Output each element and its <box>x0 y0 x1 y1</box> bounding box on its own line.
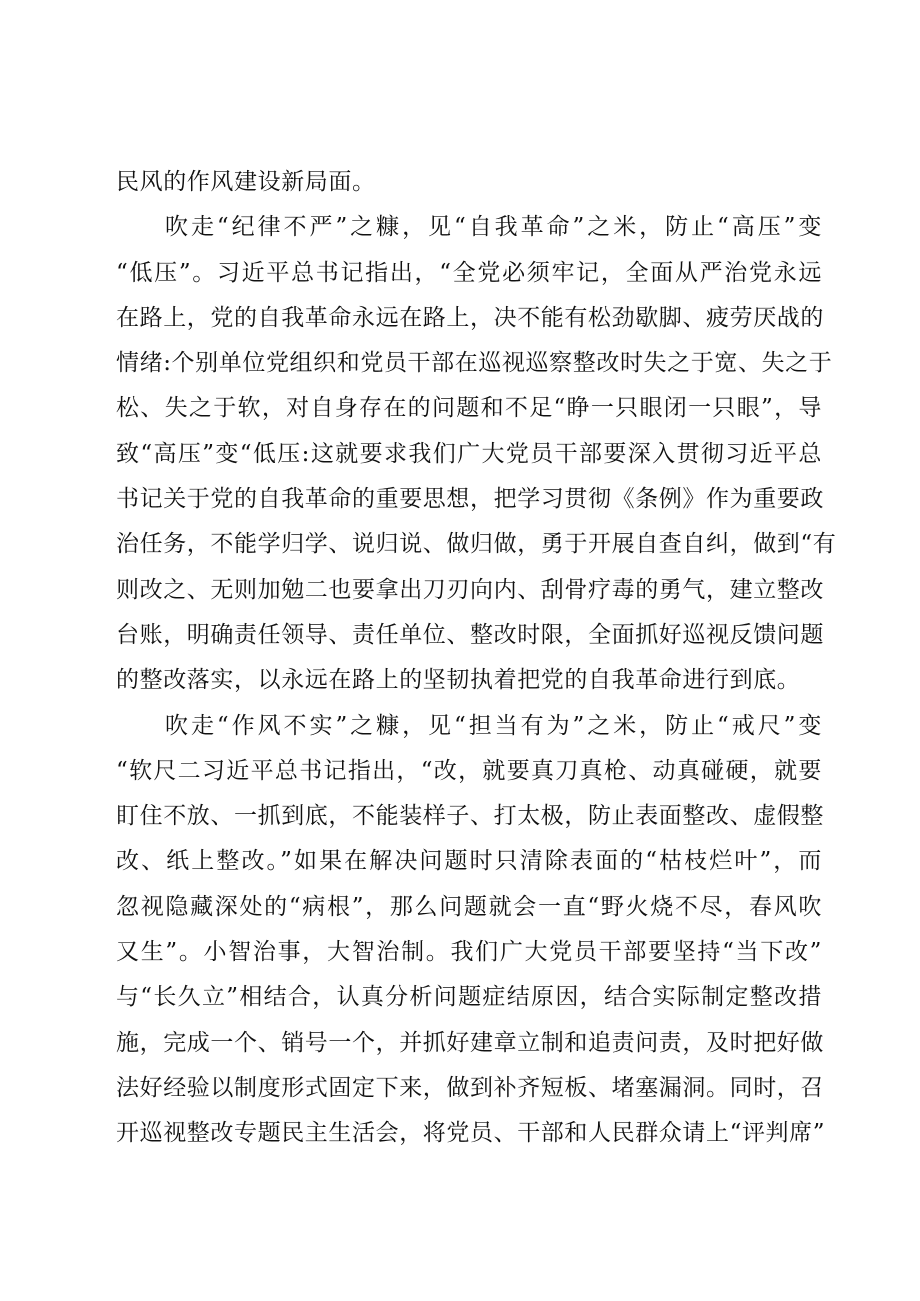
paragraph <box>116 160 822 205</box>
text-line: 盯住不放、一抓到底，不能装样子、打太极，防止表面整改、虚假整 <box>116 803 824 830</box>
text-line: 吹走“纪律不严”之糠，见“自我革命”之米，防止“高压”变 <box>165 214 822 241</box>
text-line: 忽视隐藏深处的“病根”，那么问题就会一直“野火烧不尽，春风吹 <box>116 893 822 920</box>
document-body <box>116 160 837 1157</box>
text-line: 则改之、无则加勉二也要拿出刀刃向内、刮骨疗毒的勇气，建立整改 <box>116 576 824 603</box>
text-line: 又生”。小智治事，大智治制。我们广大党员干部要坚持“当下改” <box>116 939 822 966</box>
text-line: “软尺二习近平总书记指出，“改，就要真刀真枪、动真碰硬，就要 <box>116 757 822 784</box>
text-line: 治任务，不能学归学、说归说、做归做，勇于开展自查自纠，做到“有 <box>116 531 837 558</box>
paragraph <box>116 704 826 1157</box>
text-line: “低压”。习近平总书记指出，“全党必须牢记，全面从严治党永远 <box>116 259 822 286</box>
text-line: 施，完成一个、销号一个，并抓好建章立制和追责问责，及时把好做 <box>116 1029 824 1056</box>
text-line: 书记关于党的自我革命的重要思想，把学习贯彻《条例》作为重要政 <box>116 486 824 513</box>
text-line: 的整改落实，以永远在路上的坚韧执着把党的自我革命进行到底。 <box>116 667 801 694</box>
text-line: 在路上，党的自我革命永远在路上，决不能有松劲歇脚、疲劳厌战的 <box>116 304 824 331</box>
text-line: 致“高压”变“低压:这就要求我们广大党员干部要深入贯彻习近平总 <box>116 440 822 467</box>
text-line: 开巡视整改专题民主生活会，将党员、干部和人民群众请上“评判席” <box>116 1120 826 1147</box>
text-line: 吹走“作风不实”之糠，见“担当有为”之米，防止“戒尺”变 <box>165 712 822 739</box>
text-line: 与“长久立”相结合，认真分析问题症结原因，结合实际制定整改措 <box>116 984 822 1011</box>
text-line: 情绪:个别单位党组织和党员干部在巡视巡察整改时失之于宽、失之于 <box>116 350 833 377</box>
text-line: 民风的作风建设新局面。 <box>116 169 376 195</box>
text-line: 松、失之于软，对自身存在的问题和不足“睁一只眼闭一只眼”，导 <box>116 395 822 422</box>
text-line: 改、纸上整改。”如果在解决问题时只清除表面的“枯枝烂叶”，而 <box>116 848 822 875</box>
paragraph <box>116 205 837 703</box>
text-line: 台账，明确责任领导、责任单位、整改时限，全面抓好巡视反馈问题 <box>116 621 824 648</box>
text-line: 法好经验以制度形式固定下来，做到补齐短板、堵塞漏洞。同时，召 <box>116 1074 824 1101</box>
